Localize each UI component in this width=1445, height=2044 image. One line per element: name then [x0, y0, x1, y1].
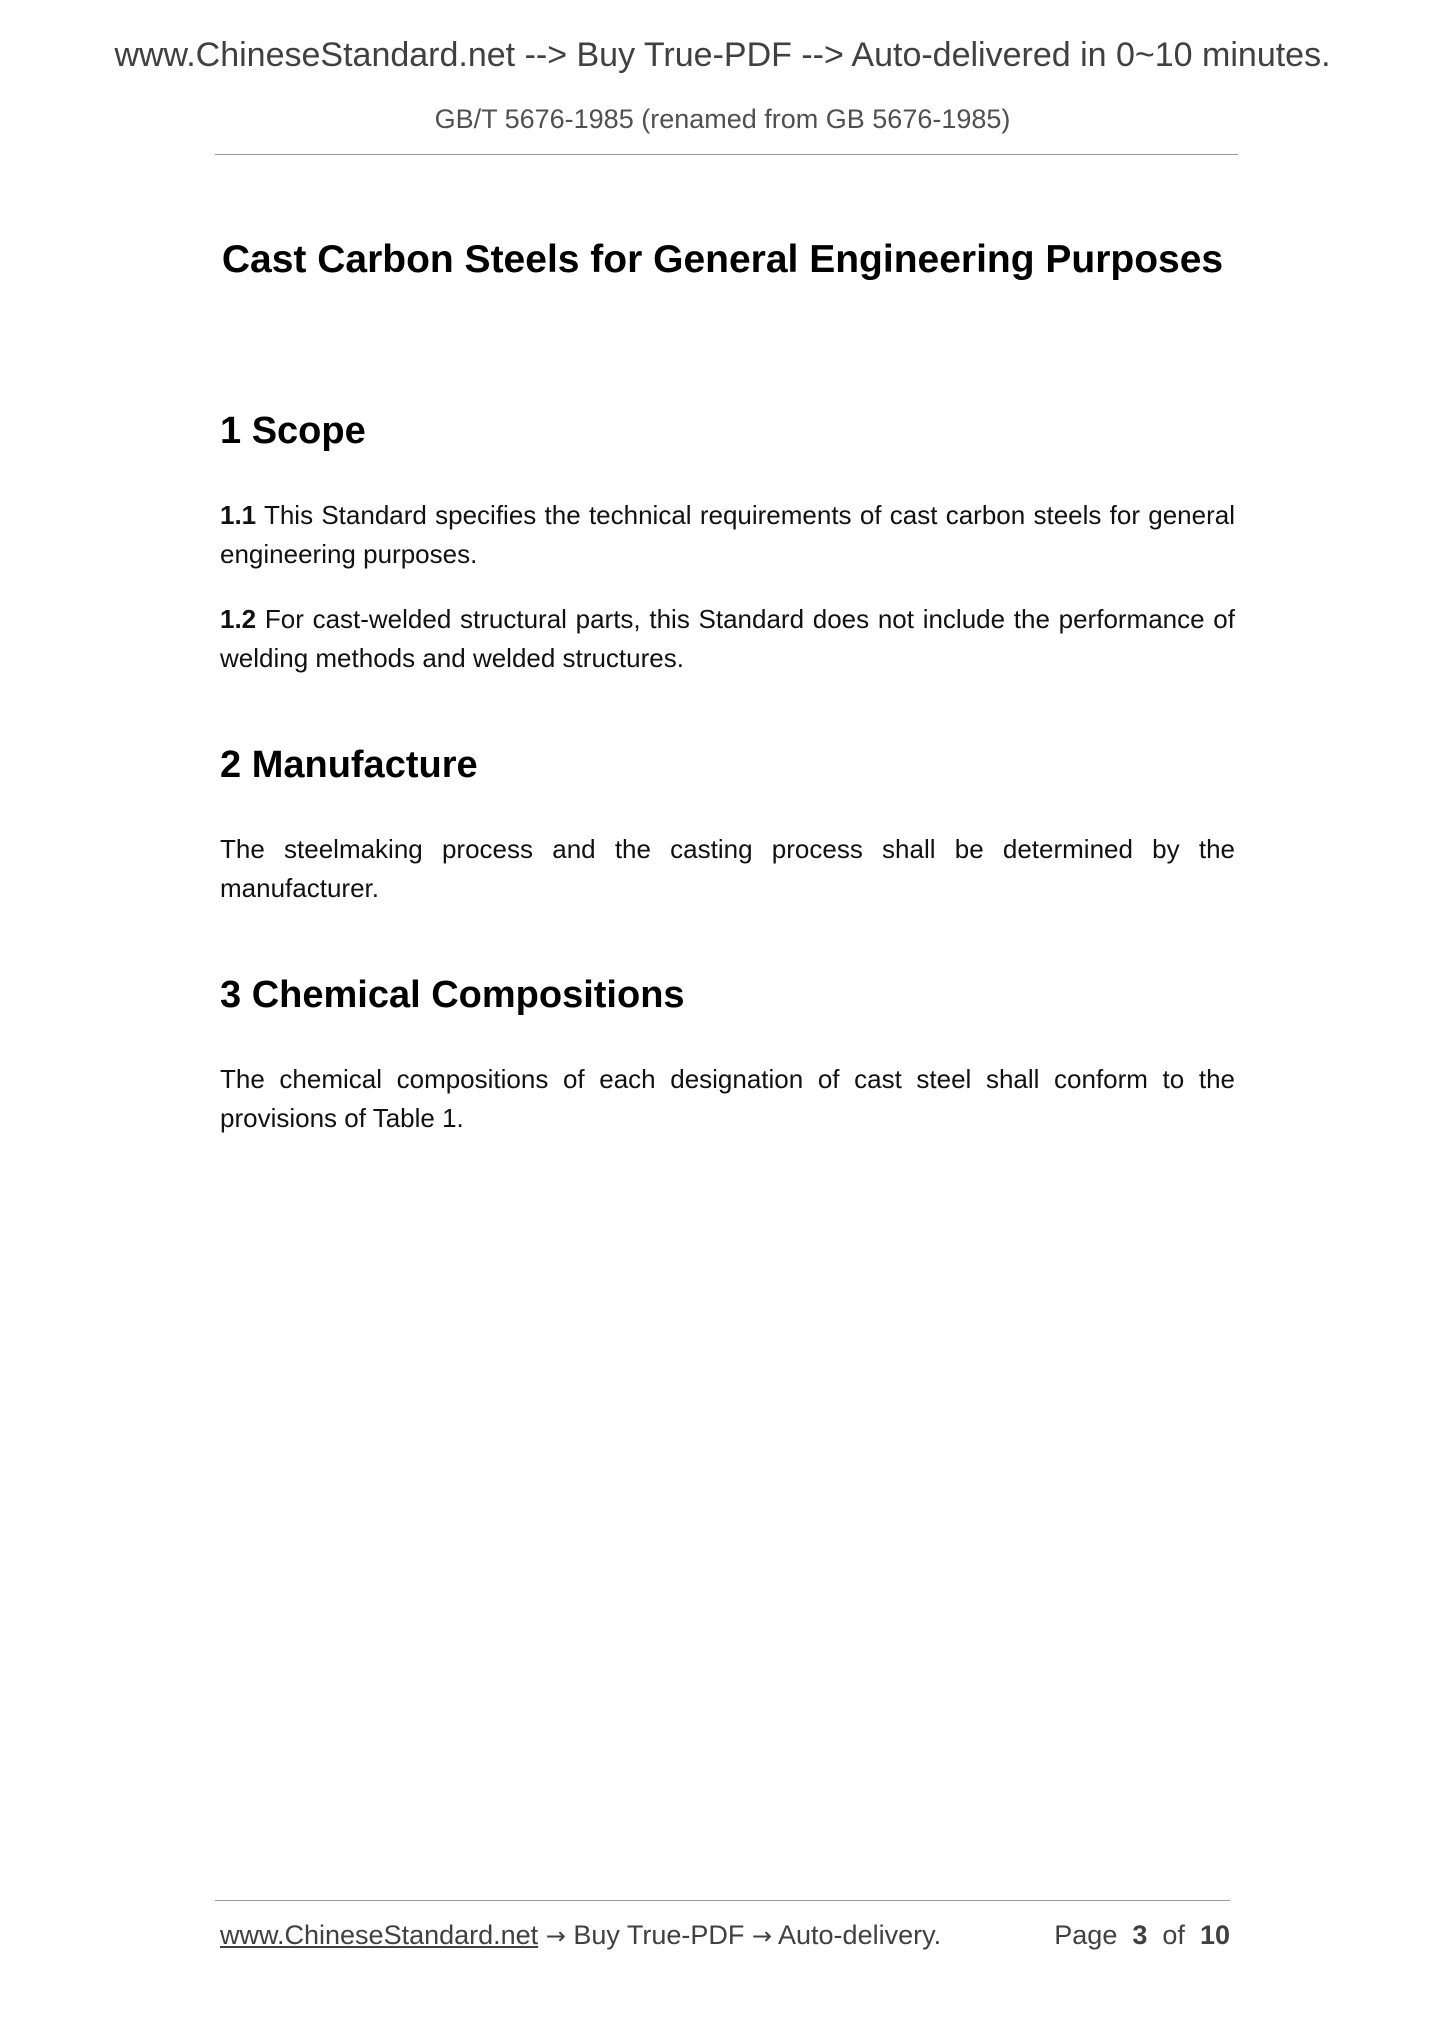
clause-text: This Standard specifies the technical requirements of cast carbon steels for general engineering purposes. — [220, 500, 1235, 569]
section-heading-chemical-compositions: 3 Chemical Compositions — [220, 974, 685, 1016]
total-pages: 10 — [1199, 1920, 1230, 1950]
arrow-right-icon: → — [751, 1922, 772, 1950]
section-scope — [220, 408, 1235, 678]
clause-number: 1.1 — [220, 500, 257, 530]
clause-number: 1.2 — [220, 604, 257, 634]
arrow-right-icon: → — [545, 1922, 566, 1950]
document-title: Cast Carbon Steels for General Engineering Purposes — [221, 238, 1224, 282]
of-label: of — [1162, 1920, 1185, 1950]
standard-code: GB/T 5676-1985 (renamed from GB 5676-1985) — [434, 104, 1011, 134]
chemical-compositions-text: The chemical compositions of each designation of cast steel shall conform to the provisions of Table 1. — [220, 1064, 1235, 1133]
footer-site-link[interactable]: www.ChineseStandard.net — [220, 1920, 539, 1950]
manufacture-text: The steelmaking process and the casting process shall be determined by the manufacturer. — [220, 834, 1235, 903]
section-chemical-compositions — [220, 972, 1235, 1138]
footer-divider — [215, 1900, 1230, 1901]
footer-delivery-text: Auto-delivery. — [778, 1920, 942, 1950]
clause-1-1 — [220, 496, 1235, 574]
footer-promo — [220, 1920, 941, 1951]
current-page: 3 — [1132, 1920, 1148, 1950]
header-divider — [215, 154, 1238, 155]
footer-buy-text: Buy True-PDF — [573, 1920, 745, 1950]
clause-1-2 — [220, 600, 1235, 678]
document-body — [220, 408, 1235, 1164]
page-label: Page — [1054, 1920, 1118, 1950]
section-heading-scope: 1 Scope — [220, 410, 366, 452]
clause-text: For cast-welded structural parts, this Standard does not include the performance of welding methods and welded structures. — [220, 604, 1235, 673]
section-heading-manufacture: 2 Manufacture — [220, 744, 478, 786]
section-manufacture — [220, 742, 1235, 908]
page-number — [1054, 1920, 1230, 1951]
top-banner: www.ChineseStandard.net --> Buy True-PDF --> Auto-delivered in 0~10 minutes. — [114, 36, 1331, 74]
